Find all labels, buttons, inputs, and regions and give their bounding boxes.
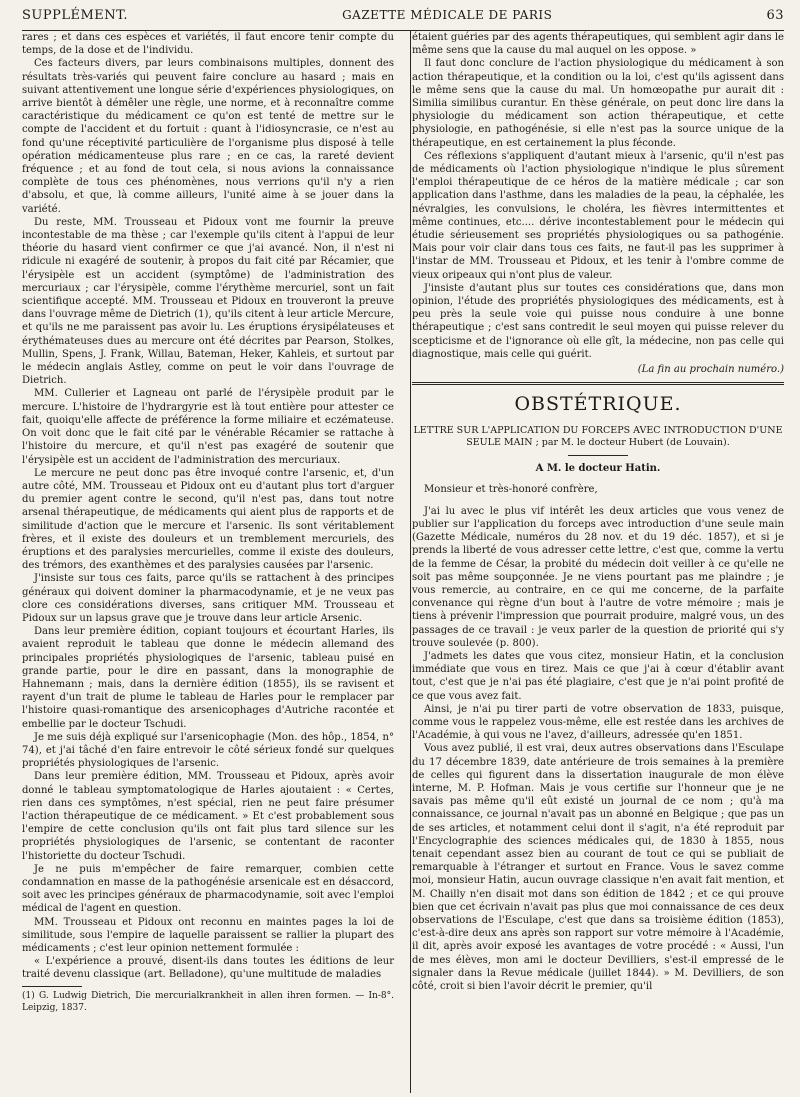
addressee: A M. le docteur Hatin. [535,463,661,475]
column-divider [410,31,411,1093]
letter-title: LETTRE SUR L'APPLICATION DU FORCEPS AVEC INTRODUCTION D'UNE SEULE MAIN ; par M. le docteur Hubert (de Louvain). [413,425,783,449]
paragraph: Ces réflexions s'appliquent d'autant mieux à l'arsenic, qu'il n'est pas de médicaments où l'action physiologique n'indique le plus sûrement l'emploi thérapeutique de ce héros de la matière médicale ; car son application dans l'asthme, dans les maladies de la peau, la céphalée, les névralgies, les convulsions, le choléra, les fièvres intermittentes et même continues, etc.... dérive incontestablement pour le médecin qui étudie sérieusement ses propriétés physiologiques ou sa pathogénie. Mais pour voir clair dans tous ces faits, ne faut-il pas les supprimer à l'instar de MM. Trousseau et Pidoux, et les tenir à l'ombre comme de vieux oripeaux qui n'ont plus de valeur. [412,150,784,281]
footnote-divider [22,986,82,987]
paragraph: Je ne puis m'empêcher de faire remarquer, combien cette condamnation en masse de la pathogénésie arsenicale est en désaccord, soit avec les principes généraux de pharmacodynamie, soit avec l'emploi médical de l'agent en question. [22,863,394,915]
journal-title: GAZETTE MÉDICALE DE PARIS [342,8,553,22]
paragraph: Le mercure ne peut donc pas être invoqué contre l'arsenic, et, d'un autre côté, MM. Trousseau et Pidoux ont eu d'autant plus tort d'arguer du premier agent contre le second, qu'il n'est pas, dans tout notre arsenal thérapeutique, de médicaments qui aient plus de rapports et de similitude d'action que le mercure et l'arsenic. Ils sont véritablement frères, et il existe des douleurs et un tremblement mercuriels, des éruptions et des paralysies mercurielles, comme il existe des douleurs, des trémors, des exanthèmes et des paralysies causées par l'arsenic. [22,467,394,572]
page-number: 63 [766,7,784,23]
continuation-note: (La fin au prochain numéro.) [637,364,784,376]
paragraph: Vous avez publié, il est vrai, deux autres observations dans l'Esculape du 17 décembre 1839, date antérieure de trois semaines à la première de celles qui figurent dans la dissertation inaugurale de mon élève interne, M. P. Hofman. Mais je vous certifie sur l'honneur que je ne savais pas même qu'il eût existé un journal de ce nom ; qu'à ma connaissance, ce journal n'avait pas un abonné en Belgique ; que pas un de ses articles, et notamment celui dont il s'agit, n'a été reproduit par l'Encyclographie des sciences médicales qui, de 1830 à 1855, nous tenait cependant assez bien au courant de tout ce qui se publiait de remarquable à l'étranger et surtout en France. Vous le savez comme moi, monsieur Hatin, aucun ouvrage classique n'en avait fait mention, et M. Chailly n'en disait mot dans son édition de 1842 ; et ce qui prouve bien que cet écrivain n'avait pas plus que moi connaissance de ces deux observations de l'Esculape, c'est que dans sa troisième édition (1853), c'est-à-dire deux ans après son rapport sur votre mémoire à l'Académie, il dit, après avoir exposé les avantages de votre procédé : « Aussi, l'un de mes élèves, mon ami le docteur Devilliers, s'est-il empressé de le signaler dans la Revue médicale (juillet 1844). » M. Devilliers, de son côté, croit si bien l'avoir décrit le premier, qu'il [412,743,784,992]
salutation: Monsieur et très-honoré confrère, [424,484,598,496]
paragraph: J'ai lu avec le plus vif intérêt les deux articles que vous venez de publier sur l'application du forceps avec introduction d'une seule main (Gazette Médicale, numéros du 28 nov. et du 19 déc. 1857), et si je prends la liberté de vous adresser cette lettre, c'est que, comme la vertu de la femme de César, la probité du médecin doit veiller à ce qu'elle ne soit pas même soupçonnée. Je ne viens pourtant pas me plaindre ; je vous remercie, au contraire, en ce qui me concerne, de la parfaite convenance qui règne d'un bout à l'autre de votre mémoire ; mais je tiens à prévenir l'impression que pourrait produire, malgré vous, un des passages de ce travail : je veux parler de la question de priorité qui s'y trouve soulevée (p. 800). [412,505,784,649]
paragraph: Ainsi, je n'ai pu tirer parti de votre observation de 1833, puisque, comme vous le rappelez vous-même, elle est restée dans les archives de l'Académie, à qui vous ne l'avez, d'ailleurs, adressée qu'en 1851. [412,703,784,742]
paragraph: J'admets les dates que vous citez, monsieur Hatin, et la conclusion immédiate que vous en tirez. Mais ce que j'ai à cœur d'établir avant tout, c'est que je n'ai pas été plagiaire, c'est que je n'ai point profité de ce que vous avez fait. [412,650,784,702]
paragraph: Dans leur première édition, MM. Trousseau et Pidoux, après avoir donné le tableau symptomatologique de Harles ajoutaient : « Certes, rien dans ces symptômes, n'est spécial, rien ne peut faire présumer l'action thérapeutique de ce médicament. » Et c'est probablement sous l'empire de cette conclusion qu'ils ont fait plus tard silence sur les propriétés physiologiques de l'arsenic, se contentant de raconter l'historiette du docteur Tschudi. [22,771,394,862]
paragraph: rares ; et dans ces espèces et variétés, il faut encore tenir compte du temps, de la dose et de l'individu. [22,32,394,57]
paragraph: étaient guéries par des agents thérapeutiques, qui semblent agir dans le même sens que la cause du mal auquel on les oppose. » [412,32,784,57]
supplement-label: SUPPLÉMENT. [22,7,129,23]
paragraph: Du reste, MM. Trousseau et Pidoux vont me fournir la preuve incontestable de ma thèse ; car l'exemple qu'ils citent à l'appui de leur théorie du hasard vient confirmer ce que j'ai avancé. Non, il n'est ni ridicule ni exagéré de soutenir, à propos du fait cité par Récamier, que l'érysipèle est un accident (symptôme) de l'administration des mercuriaux ; car l'érysipèle, comme l'érythème mercuriel, sont un fait scientifique accepté. MM. Trousseau et Pidoux en trouveront la preuve dans l'ouvrage même de Dietrich (1), qu'ils citent à leur article Mercure, et qu'ils ne me paraissent pas avoir lu. Les éruptions érysipélateuses et érythémateuses dues au mercure ont été décrites par Pearson, Stolkes, Mullin, Spens, J. Frank, Willau, Bateman, Heker, Kahleis, et surtout par le médecin anglais Astley, comme on peut le voir dans l'ouvrage de Dietrich. [22,216,394,387]
paragraph: Ces facteurs divers, par leurs combinaisons multiples, donnent des résultats très-variés qui peuvent faire conclure au hasard ; mais en suivant attentivement une longue série d'expériences physiologiques, on arrive bientôt à démêler une règle, une norme, et à reconnaître comme caractéristique du médicament ce qu'on est tenté de mettre sur le compte de l'accident et du fortuit : quant à l'idiosyncrasie, ce n'est au fond qu'une réceptivité particulière de l'organisme plus disposé à telle opération médicamenteuse plus rare ; en ce cas, la rareté devient fréquence ; et au fond de tout cela, si nous avions la connaissance complète de tous ces phénomènes, nous verrions qu'il n'y a rien d'absolu, et que, là comme ailleurs, l'unité aime à se jouer dans la variété. [22,58,394,215]
paragraph: J'insiste sur tous ces faits, parce qu'ils se rattachent à des principes généraux qui doivent dominer la pharmacodynamie, et je ne veux pas clore ces considérations diverses, sans critiquer MM. Trousseau et Pidoux sur un lapsus grave que je trouve dans leur article Arsenic. [22,573,394,624]
paragraph: Il faut donc conclure de l'action physiologique du médicament à son action thérapeutique, et la condition ou la loi, c'est qu'ils agissent dans le même sens que la cause du mal. Un homœopathe pur aurait dit : Similia similibus curantur. En thèse générale, on peut donc lire dans la physiologie du médicament son action thérapeutique, et cette physiologie, en pathogénésie, si elle n'est pas la source unique de la thérapeutique, en est certainement la plus féconde. [412,58,784,149]
paragraph: « L'expérience a prouvé, disent-ils dans toutes les éditions de leur traité devenu classique (art. Belladone), qu'une multitude de maladies [22,956,394,981]
right-column [402,31,784,1093]
paragraph: MM. Trousseau et Pidoux ont reconnu en maintes pages la loi de similitude, sous l'empire de laquelle paraissent se rallier la plupart des médicaments ; c'est leur opinion nettement formulée : [22,916,394,955]
left-column [22,31,402,1093]
footnote: (1) G. Ludwig Dietrich, Die mercurialkrankheit in allen ihren formen. — In-8°. Leipzig, 1837. [22,990,394,1013]
page-header [22,0,784,31]
two-column-body [22,31,784,1093]
paragraph: Dans leur première édition, copiant toujours et écourtant Harles, ils avaient reproduit le tableau que donne le médecin allemand des principales propriétés physiologiques de l'arsenic, tableau puisé en grande partie, pour le dire en passant, dans la monographie de Hahnemann ; mais, dans la dernière édition (1855), ils se ravisent et rayent d'un trait de plume le tableau de Harles pour le remplacer par l'histoire quasi-romantique des arsenicophages d'Autriche racontée et embellie par le docteur Tschudi. [22,626,394,730]
title-divider [568,455,628,456]
section-title: OBSTÉTRIQUE. [514,393,682,416]
paragraph: J'insiste d'autant plus sur toutes ces considérations que, dans mon opinion, l'étude des propriétés physiologiques des médicaments, est à peu près la seule voie qui puisse nous conduire à une bonne thérapeutique ; c'est sans contredit le seul moyen qui puisse relever du scepticisme et de l'ignorance où elle gît, la médecine, non pas celle qui diagnostique, mais celle qui guérit. [412,282,784,360]
paragraph: Je me suis déjà expliqué sur l'arsenicophagie (Mon. des hôp., 1854, n° 74), et j'ai tâché d'en faire entrevoir le côté sérieux fondé sur quelques propriétés physiologiques de l'arsenic. [22,731,394,770]
paragraph: MM. Cullerier et Lagneau ont parlé de l'érysipèle produit par le mercure. L'histoire de l'hydrargyrie est là tout entière pour attester ce fait, quoiqu'elle affecte de préférence la forme miliaire et eczémateuse. On voit donc que le fait cité par le vénérable Récamier se rattache à l'histoire du mercure, et qu'il n'est pas exagéré de soutenir que l'érysipèle est un accident de l'administration des mercuriaux. [22,388,394,466]
section-divider [412,382,784,385]
